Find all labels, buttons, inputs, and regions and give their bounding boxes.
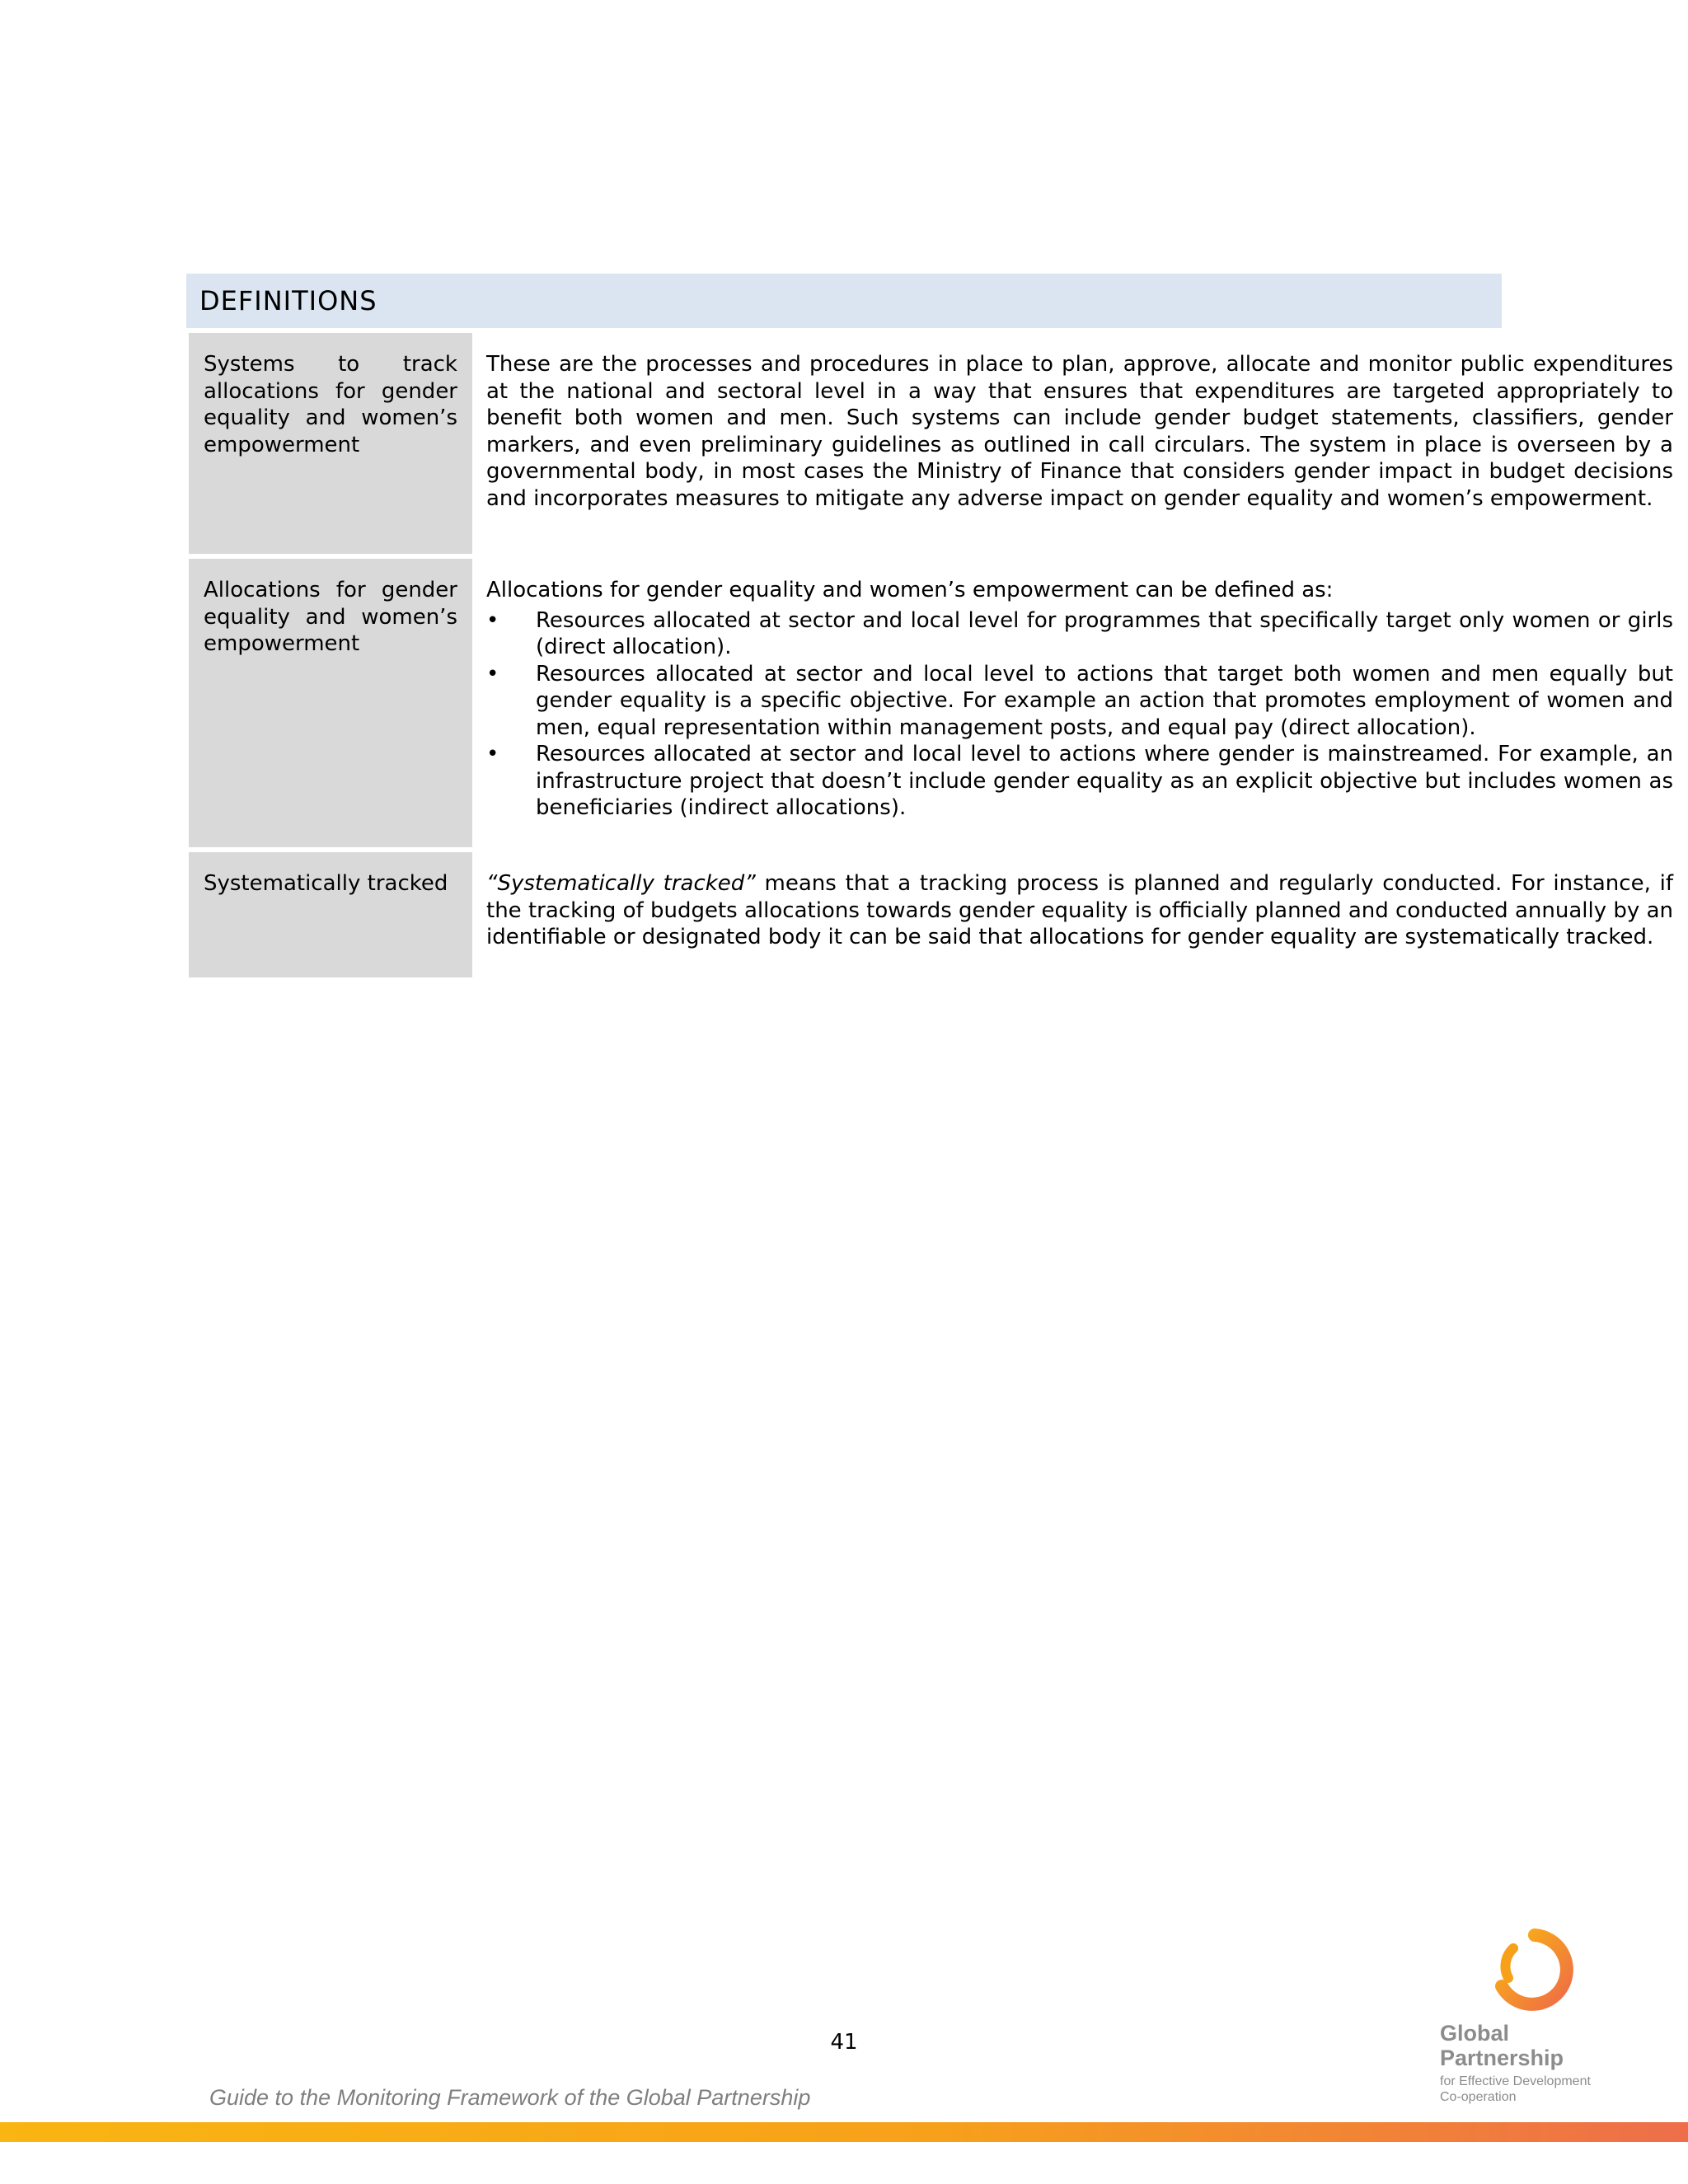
- definition-rest: means that a tracking process is planned and regularly conducted. For instance, if the tracking of budgets allocations towards gender equality is officially planned and conducted annually by an identifiable or designated body it can be said that allocations for gender equality are systematically tracked.: [486, 871, 1673, 949]
- definition-text: These are the processes and procedures in place to plan, approve, allocate and monitor public expenditures at the national and sectoral level in a way that ensures that expenditures are targeted appropriately to benefit both women and men. Such systems can include gender budget statements, classifiers, gender markers, and even preliminary guidelines as outlined in call circulars. The system in place is overseen by a governmental body, in most cases the Ministry of Finance that considers gender impact in budget decisions and incorporates measures to mitigate any adverse impact on gender equality and women’s empowerment.: [486, 352, 1673, 511]
- definition-text: [486, 870, 1673, 951]
- term-cell: Allocations for gender equality and women’s empowerment: [189, 559, 472, 847]
- global-partnership-logo: [1434, 1929, 1624, 2118]
- logo-subtitle: [1440, 2074, 1591, 2105]
- bullet-icon: •: [486, 742, 499, 766]
- definition-row: [186, 852, 1673, 977]
- logo-wordmark: [1440, 2021, 1564, 2070]
- list-item-text: Resources allocated at sector and local level to actions where gender is mainstreamed. For example, an infrastructure project that doesn’t include gender equality as an explicit objective but includes women as beneficiaries (indirect allocations).: [536, 742, 1673, 820]
- list-item: [486, 741, 1673, 822]
- definition-row: [186, 333, 1673, 554]
- list-item: [486, 661, 1673, 742]
- bullet-icon: •: [486, 607, 499, 633]
- logo-ring-icon: [1484, 1929, 1582, 2019]
- footer-bar: [0, 2122, 1688, 2142]
- logo-sub-line-1: for Effective Development: [1440, 2074, 1591, 2088]
- definition-intro: Allocations for gender equality and women’s empowerment can be defined as:: [486, 578, 1334, 602]
- list-item: [486, 607, 1673, 661]
- allocation-list: [486, 607, 1673, 822]
- bullet-icon: •: [486, 661, 499, 687]
- logo-sub-line-2: Co-operation: [1440, 2090, 1517, 2104]
- page-number: 41: [830, 2030, 858, 2055]
- list-item-text: Resources allocated at sector and local level for programmes that specifically target only women or girls (direct allocation).: [536, 607, 1673, 659]
- footer-title: Guide to the Monitoring Framework of the Global Partnership: [209, 2085, 811, 2110]
- term-cell: Systematically tracked: [189, 852, 472, 977]
- logo-line-1: Global: [1440, 2021, 1510, 2046]
- logo-line-2: Partnership: [1440, 2046, 1564, 2070]
- definition-cell: [486, 870, 1673, 951]
- term-cell: Systems to track allocations for gender equality and women’s empowerment: [189, 333, 472, 554]
- list-item-text: Resources allocated at sector and local level to actions that target both women and men equally but gender equality is a specific objective. For example an action that promotes employment of women and men, equal representation within management posts, and equal pay (direct allocation).: [536, 661, 1673, 740]
- definition-cell: [486, 577, 1673, 822]
- definition-row: [186, 559, 1673, 847]
- definition-emphasis: “Systematically tracked”: [486, 871, 756, 896]
- definition-cell: [486, 351, 1673, 512]
- definitions-heading: DEFINITIONS: [186, 274, 1502, 328]
